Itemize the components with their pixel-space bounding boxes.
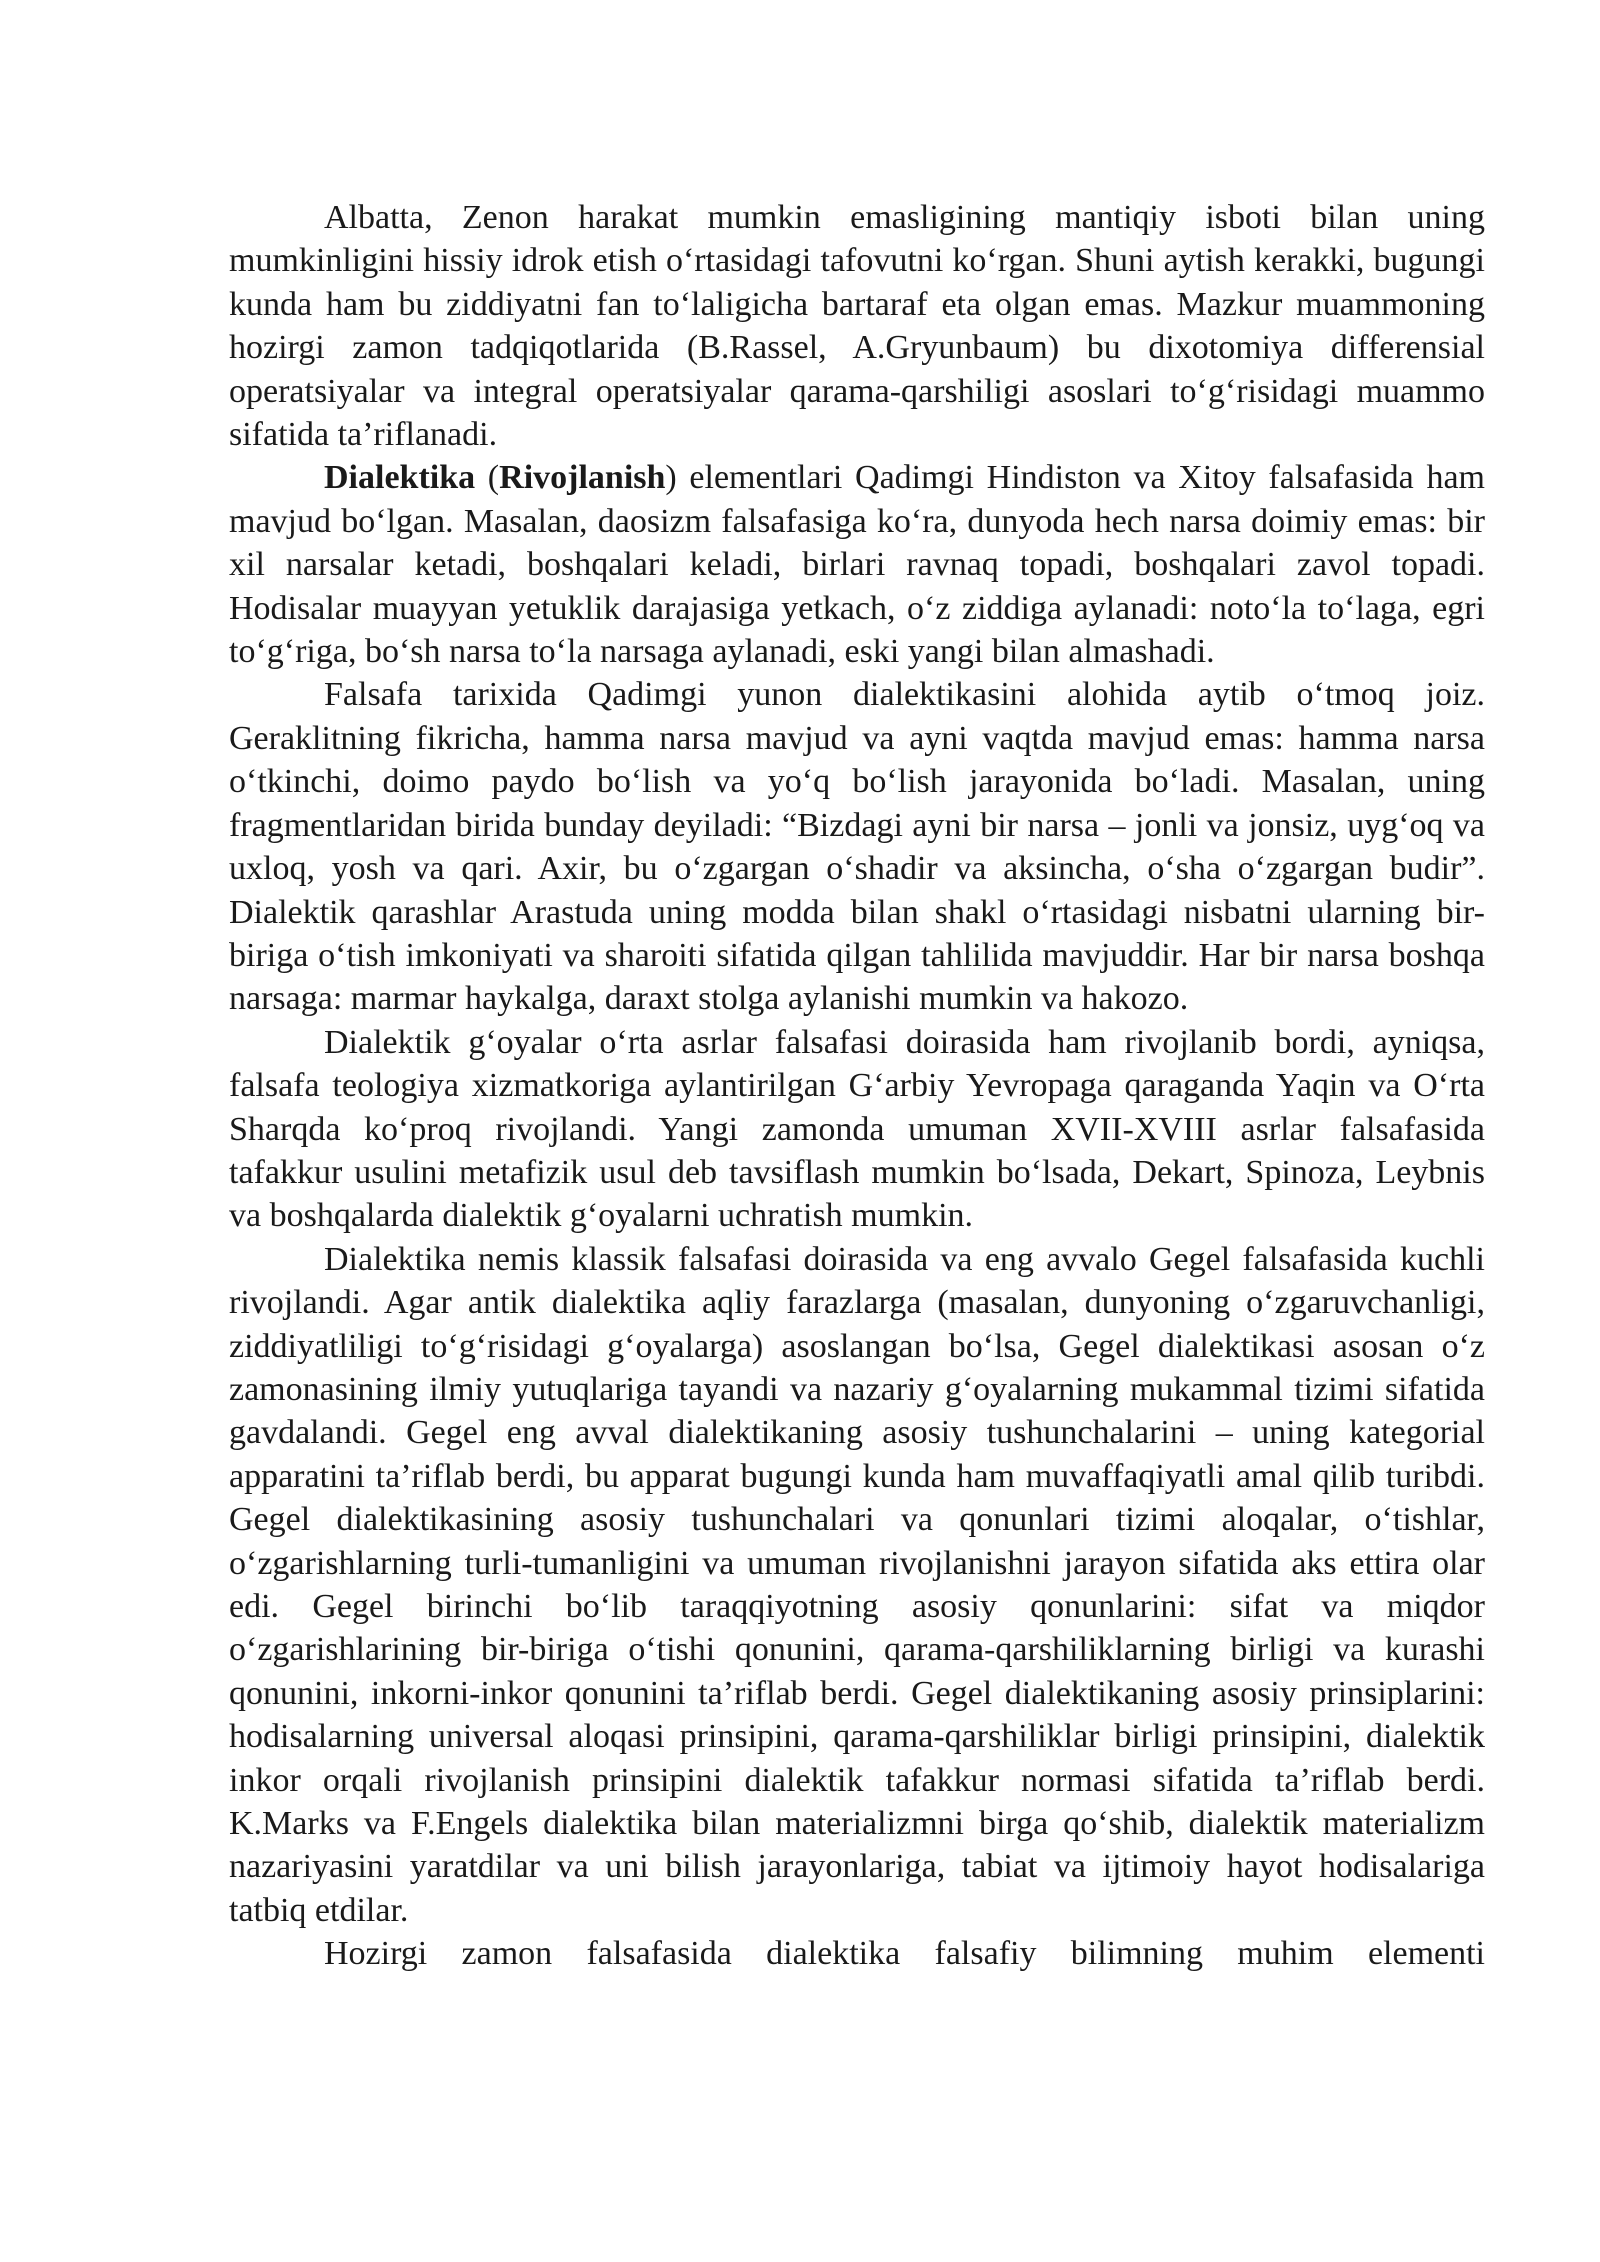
document-page [229,196,1485,1976]
paragraph-hegel: Dialektika nemis klassik falsafasi doirasida va eng avvalo Gegel falsafasida kuchli rivojlandi. Agar antik dialektika aqliy farazlarga (masalan, dunyoning o‘zgaruvchanligi, ziddiyatliligi to‘g‘risidagi g‘oyalarga) asoslangan bo‘lsa, Gegel dialektikasi asosan o‘z zamonasining ilmiy yutuqlariga tayandi va nazariy g‘oyalarning mukammal tizimi sifatida gavdalandi. Gegel eng avval dialektikaning asosiy tushunchalarini – uning kategorial apparatini ta’riflab berdi, bu apparat bugungi kunda ham muvaffaqiyatli amal qilib turibdi. Gegel dialektikasining asosiy tushunchalari va qonunlari tizimi aloqalar, o‘tishlar, o‘zgarishlarning turli-tumanligini va umuman rivojlanishni jarayon sifatida aks ettira olar edi. Gegel birinchi bo‘lib taraqqiyotning asosiy qonunlarini: sifat va miqdor o‘zgarishlarining bir-biriga o‘tishi qonunini, qarama-qarshiliklarning birligi va kurashi qonunini, inkorni-inkor qonunini ta’riflab berdi. Gegel dialektikaning asosiy prinsiplarini: hodisalarning universal aloqasi prinsipini, qarama-qarshiliklar birligi prinsipini, dialektik inkor orqali rivojlanish prinsipini dialektik tafakkur normasi sifatida ta’riflab berdi. K.Marks va F.Engels dialektika bilan materializmni birga qo‘shib, dialektik materializm nazariyasini yaratdilar va uni bilish jarayonlariga, tabiat va ijtimoiy hayot hodisalariga tatbiq etdilar. [229,1240,1485,1929]
term-rivojlanish: Rivojlanish [499,459,666,497]
paragraph-dialektika-text: ) elementlari Qadimgi Hindiston va Xitoy falsafasida ham mavjud bo‘lgan. Masalan, daosizm falsafasiga ko‘ra, dunyoda hech narsa doimiy emas: bir xil narsalar ketadi, boshqalari keladi, birlari ravnaq topadi, boshqalari zavol topadi. Hodisalar muayyan yetuklik darajasiga yetkach, o‘z ziddiga aylanadi: noto‘la to‘laga, egri to‘g‘riga, bo‘sh narsa to‘la narsaga aylanadi, eski yangi bilan almashadi. [229,459,1485,671]
term-dialektika: Dialektika [324,459,476,497]
paragraph-middle-ages: Dialektik g‘oyalar o‘rta asrlar falsafasi doirasida ham rivojlanib bordi, ayniqsa, falsafa teologiya xizmatkoriga aylantirilgan G‘arbiy Yevropaga qaraganda Yaqin va O‘rta Sharqda ko‘proq rivojlandi. Yangi zamonda umuman XVII-XVIII asrlar falsafasida tafakkur usulini metafizik usul deb tavsiflash mumkin bo‘lsada, Dekart, Spinoza, Leybnis va boshqalarda dialektik g‘oyalarni uchratish mumkin. [229,1023,1485,1235]
open-paren: ( [475,459,500,497]
paragraph-dialektika-elements [229,456,1485,673]
paragraph-zenon: Albatta, Zenon harakat mumkin emasligining mantiqiy isboti bilan uning mumkinligini hissiy idrok etish o‘rtasidagi tafovutni ko‘rgan. Shuni aytish kerakki, bugungi kunda ham bu ziddiyatni fan to‘laligicha bartaraf eta olgan emas. Mazkur muammoning hozirgi zamon tadqiqotlarida (B.Rassel, A.Gryunbaum) bu dixotomiya differensial operatsiyalar va integral operatsiyalar qarama-qarshiligi asoslari to‘g‘risidagi muammo sifatida ta’riflanadi. [229,199,1485,454]
paragraph-modern: Hozirgi zamon falsafasida dialektika falsafiy bilimning muhim elementi [324,1935,1485,1973]
paragraph-greek-dialectics: Falsafa tarixida Qadimgi yunon dialektikasini alohida aytib o‘tmoq joiz. Geraklitning fikricha, hamma narsa mavjud va ayni vaqtda mavjud emas: hamma narsa o‘tkinchi, doimo paydo bo‘lish va yo‘q bo‘lish jarayonida bo‘ladi. Masalan, uning fragmentlaridan birida bunday deyiladi: “Bizdagi ayni bir narsa – jonli va jonsiz, uyg‘oq va uxloq, yosh va qari. Axir, bu o‘zgargan o‘shadir va aksincha, o‘sha o‘zgargan budir”. Dialektik qarashlar Arastuda uning modda bilan shakl o‘rtasidagi nisbatni ularning bir-biriga o‘tish imkoniyati va sharoiti sifatida qilgan tahlilida mavjuddir. Har bir narsa boshqa narsaga: marmar haykalga, daraxt stolga aylanishi mumkin va hakozo. [229,676,1485,1018]
